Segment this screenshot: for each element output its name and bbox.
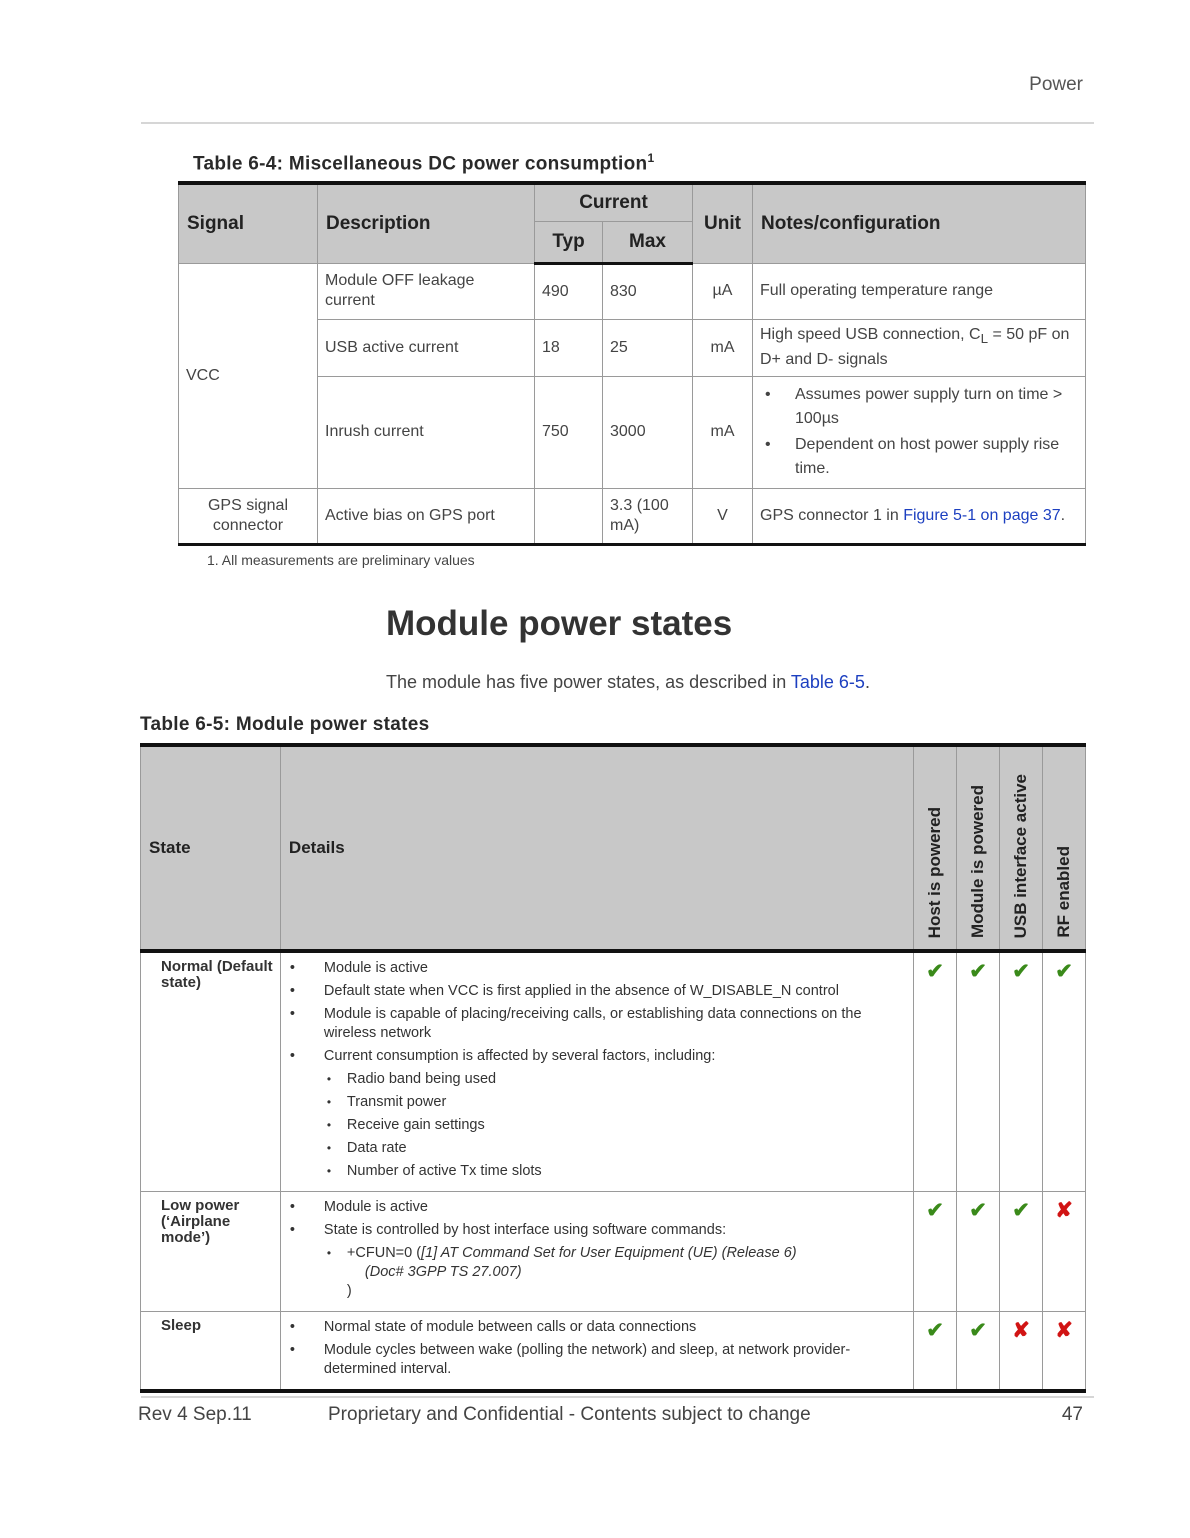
header-max: Max <box>603 221 693 263</box>
row-unit: V <box>693 488 753 544</box>
state-normal: Normal (Default state) <box>141 951 281 1192</box>
header-current: Current <box>535 183 693 221</box>
section-intro: The module has five power states, as described in Table 6-5. <box>386 672 870 692</box>
header-signal: Signal <box>179 183 318 263</box>
table-6-5-link[interactable]: Table 6-5 <box>790 672 865 692</box>
check-icon: ✔ <box>914 1312 957 1392</box>
footer-rule <box>141 1396 1094 1398</box>
check-icon: ✔ <box>914 951 957 1192</box>
check-icon: ✔ <box>957 951 1000 1192</box>
list-item: • Current consumption is affected by several factors, including: • Radio band being used • Transmit power • Receive gain settings • Data rate • Number of active Tx time slots <box>287 1047 907 1181</box>
row-notes: GPS connector 1 in Figure 5-1 on page 37. <box>753 488 1086 544</box>
sub-list-item: • +CFUN=0 ([1] AT Command Set for User Equipment (UE) (Release 6) (Doc# 3GPP TS 27.007) ) <box>287 1244 907 1301</box>
list-item: • Module is active <box>287 1198 907 1217</box>
cross-icon: ✘ <box>1042 1312 1085 1392</box>
page-number: 47 <box>1061 1404 1083 1425</box>
sub-list-item: • Number of active Tx time slots <box>287 1162 907 1181</box>
sub-list-item: • Receive gain settings <box>287 1116 907 1135</box>
header-module-powered: Module is powered <box>957 745 1000 951</box>
header-rule <box>141 122 1094 124</box>
table-footnote: 1. All measurements are preliminary values <box>207 552 475 568</box>
state-low-power: Low power (‘Airplane mode’) <box>141 1192 281 1312</box>
row-description: Module OFF leakage current <box>318 263 535 319</box>
row-details <box>280 1192 913 1312</box>
sub-list-item: • Transmit power <box>287 1093 907 1112</box>
row-notes: Full operating temperature range <box>753 263 1086 319</box>
footer-confidential: Proprietary and Confidential - Contents subject to change <box>328 1404 811 1425</box>
footer-revision: Rev 4 Sep.11 <box>138 1404 252 1425</box>
sub-list-item: • Radio band being used <box>287 1070 907 1089</box>
row-max: 25 <box>603 319 693 376</box>
table-6-4 <box>178 181 1086 546</box>
list-item: • Default state when VCC is first applied in the absence of W_DISABLE_N control <box>287 982 907 1001</box>
header-typ: Typ <box>535 221 603 263</box>
row-typ <box>535 488 603 544</box>
list-item: • Module cycles between wake (polling the network) and sleep, at network provider-determined interval. <box>287 1341 907 1379</box>
list-item: • Assumes power supply turn on time > 100µs <box>760 383 1078 431</box>
header-notes: Notes/configuration <box>753 183 1086 263</box>
row-unit: mA <box>693 319 753 376</box>
row-description: Active bias on GPS port <box>318 488 535 544</box>
list-item: • Module is capable of placing/receiving calls, or establishing data connections on the wireless network <box>287 1005 907 1043</box>
header-host-powered: Host is powered <box>914 745 957 951</box>
header-unit: Unit <box>693 183 753 263</box>
state-sleep: Sleep <box>141 1312 281 1392</box>
list-item: • State is controlled by host interface using software commands: • +CFUN=0 ([1] AT Command Set for User Equipment (UE) (Release 6) (Doc# 3GPP TS 27.007) ) <box>287 1221 907 1301</box>
row-notes: High speed USB connection, $C_L = 50$ pF on D+ and D- signals <box>753 319 1086 376</box>
row-description: USB active current <box>318 319 535 376</box>
row-typ: 490 <box>535 263 603 319</box>
check-icon: ✔ <box>957 1192 1000 1312</box>
check-icon: ✔ <box>1000 1192 1043 1312</box>
section-title: Module power states <box>386 604 733 643</box>
check-icon: ✔ <box>1000 951 1043 1192</box>
header-description: Description <box>318 183 535 263</box>
row-details <box>280 1312 913 1392</box>
table-6-4-caption: Table 6-4: Miscellaneous DC power consumption$^1$ <box>193 151 655 175</box>
table-row <box>141 1192 1086 1312</box>
check-icon: ✔ <box>957 1312 1000 1392</box>
row-description: Inrush current <box>318 376 535 488</box>
header-rf-enabled: RF enabled <box>1042 745 1085 951</box>
header-usb-active: USB interface active <box>1000 745 1043 951</box>
row-unit: mA <box>693 376 753 488</box>
check-icon: ✔ <box>914 1192 957 1312</box>
signal-gps: GPS signal connector <box>179 488 318 544</box>
list-item: • Dependent on host power supply rise time. <box>760 433 1078 481</box>
list-item: • Module is active <box>287 959 907 978</box>
table-row <box>179 488 1086 544</box>
list-item: • Normal state of module between calls or data connections <box>287 1318 907 1337</box>
header-state: State <box>141 745 281 951</box>
table-row <box>141 951 1086 1192</box>
row-details <box>280 951 913 1192</box>
header-details: Details <box>280 745 913 951</box>
signal-vcc: VCC <box>179 263 318 488</box>
header-section: Power <box>1029 74 1083 95</box>
table-6-5-caption: Table 6-5: Module power states <box>140 714 430 735</box>
row-typ: 18 <box>535 319 603 376</box>
sub-list-item: • Data rate <box>287 1139 907 1158</box>
row-max: 830 <box>603 263 693 319</box>
cross-icon: ✘ <box>1042 1192 1085 1312</box>
check-icon: ✔ <box>1042 951 1085 1192</box>
row-unit: µA <box>693 263 753 319</box>
table-row <box>179 263 1086 319</box>
row-notes <box>753 376 1086 488</box>
figure-5-1-link[interactable]: Figure 5-1 on page 37 <box>903 506 1061 524</box>
table-row <box>141 1312 1086 1392</box>
row-max: 3000 <box>603 376 693 488</box>
row-typ: 750 <box>535 376 603 488</box>
table-6-5 <box>140 743 1086 1393</box>
row-max: 3.3 (100 mA) <box>603 488 693 544</box>
cross-icon: ✘ <box>1000 1312 1043 1392</box>
